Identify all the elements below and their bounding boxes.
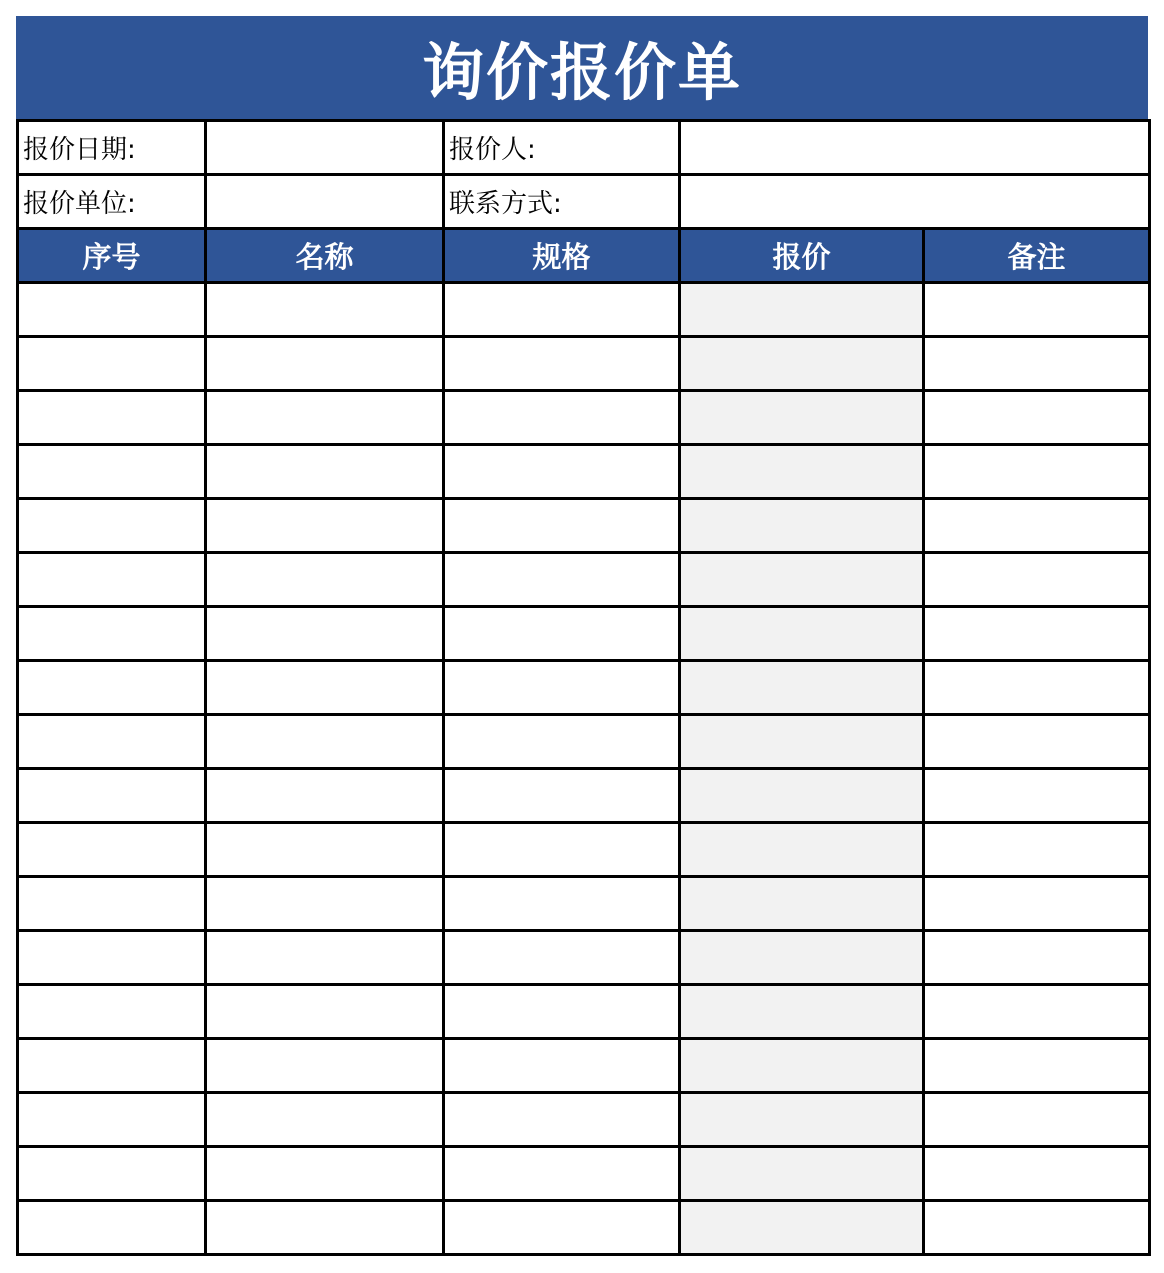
index-cell[interactable]: [18, 877, 206, 931]
price-cell[interactable]: [680, 877, 924, 931]
spec-cell[interactable]: [444, 553, 680, 607]
table-row: [18, 931, 1150, 985]
remark-cell[interactable]: [924, 985, 1150, 1039]
remark-cell[interactable]: [924, 931, 1150, 985]
quotation-sheet: [16, 16, 1148, 1256]
price-cell[interactable]: [680, 1201, 924, 1255]
spec-cell[interactable]: [444, 1039, 680, 1093]
spec-cell[interactable]: [444, 445, 680, 499]
price-cell[interactable]: [680, 337, 924, 391]
remark-cell[interactable]: [924, 499, 1150, 553]
index-cell[interactable]: [18, 1147, 206, 1201]
price-cell[interactable]: [680, 391, 924, 445]
spec-cell[interactable]: [444, 337, 680, 391]
quote-unit-field[interactable]: [206, 175, 444, 229]
index-cell[interactable]: [18, 1201, 206, 1255]
index-cell[interactable]: [18, 283, 206, 337]
table-row: [18, 391, 1150, 445]
name-cell[interactable]: [206, 607, 444, 661]
price-cell[interactable]: [680, 823, 924, 877]
table-row: [18, 283, 1150, 337]
price-cell[interactable]: [680, 985, 924, 1039]
quoter-label: 报价人:: [444, 121, 680, 175]
spec-cell[interactable]: [444, 1147, 680, 1201]
table-row: [18, 1201, 1150, 1255]
table-row: [18, 985, 1150, 1039]
price-cell[interactable]: [680, 607, 924, 661]
table-row: [18, 715, 1150, 769]
spec-cell[interactable]: [444, 715, 680, 769]
remark-cell[interactable]: [924, 823, 1150, 877]
name-cell[interactable]: [206, 1093, 444, 1147]
remark-cell[interactable]: [924, 1147, 1150, 1201]
name-cell[interactable]: [206, 1147, 444, 1201]
spec-cell[interactable]: [444, 391, 680, 445]
name-cell[interactable]: [206, 985, 444, 1039]
name-cell[interactable]: [206, 823, 444, 877]
remark-cell[interactable]: [924, 553, 1150, 607]
info-row-unit: [18, 175, 1150, 229]
remark-cell[interactable]: [924, 607, 1150, 661]
price-cell[interactable]: [680, 499, 924, 553]
remark-cell[interactable]: [924, 877, 1150, 931]
table-row: [18, 445, 1150, 499]
contact-label: 联系方式:: [444, 175, 680, 229]
table-row: [18, 553, 1150, 607]
name-cell[interactable]: [206, 1201, 444, 1255]
table-row: [18, 337, 1150, 391]
quote-unit-label: 报价单位:: [18, 175, 206, 229]
remark-cell[interactable]: [924, 661, 1150, 715]
table-row: [18, 1147, 1150, 1201]
index-cell[interactable]: [18, 769, 206, 823]
index-cell[interactable]: [18, 1039, 206, 1093]
remark-cell[interactable]: [924, 715, 1150, 769]
price-cell[interactable]: [680, 661, 924, 715]
index-cell[interactable]: [18, 337, 206, 391]
remark-cell[interactable]: [924, 769, 1150, 823]
spec-cell[interactable]: [444, 931, 680, 985]
price-cell[interactable]: [680, 715, 924, 769]
price-cell[interactable]: [680, 769, 924, 823]
remark-cell[interactable]: [924, 445, 1150, 499]
spec-cell[interactable]: [444, 877, 680, 931]
index-cell[interactable]: [18, 445, 206, 499]
table-row: [18, 823, 1150, 877]
index-cell[interactable]: [18, 553, 206, 607]
table-row: [18, 661, 1150, 715]
quote-date-field[interactable]: [206, 121, 444, 175]
table-row: [18, 877, 1150, 931]
price-cell[interactable]: [680, 1147, 924, 1201]
price-cell[interactable]: [680, 553, 924, 607]
name-cell[interactable]: [206, 553, 444, 607]
index-cell[interactable]: [18, 823, 206, 877]
table-row: [18, 607, 1150, 661]
index-cell[interactable]: [18, 391, 206, 445]
remark-cell[interactable]: [924, 1093, 1150, 1147]
index-cell[interactable]: [18, 661, 206, 715]
quote-date-label: 报价日期:: [18, 121, 206, 175]
name-cell[interactable]: [206, 391, 444, 445]
spec-cell[interactable]: [444, 661, 680, 715]
name-cell[interactable]: [206, 337, 444, 391]
column-header-index: 序号: [18, 229, 206, 283]
spec-cell[interactable]: [444, 985, 680, 1039]
index-cell[interactable]: [18, 607, 206, 661]
index-cell[interactable]: [18, 499, 206, 553]
column-header-row: [18, 229, 1150, 283]
name-cell[interactable]: [206, 283, 444, 337]
name-cell[interactable]: [206, 769, 444, 823]
table-row: [18, 769, 1150, 823]
table-row: [18, 1093, 1150, 1147]
price-cell[interactable]: [680, 1039, 924, 1093]
name-cell[interactable]: [206, 715, 444, 769]
table-row: [18, 499, 1150, 553]
info-row-date: [18, 121, 1150, 175]
remark-cell[interactable]: [924, 391, 1150, 445]
quotation-table: [16, 119, 1151, 1256]
remark-cell[interactable]: [924, 1039, 1150, 1093]
spec-cell[interactable]: [444, 769, 680, 823]
remark-cell[interactable]: [924, 283, 1150, 337]
table-row: [18, 1039, 1150, 1093]
index-cell[interactable]: [18, 715, 206, 769]
column-header-price: 报价: [680, 229, 924, 283]
price-cell[interactable]: [680, 283, 924, 337]
name-cell[interactable]: [206, 931, 444, 985]
name-cell[interactable]: [206, 1039, 444, 1093]
contact-field[interactable]: [680, 175, 1150, 229]
remark-cell[interactable]: [924, 1201, 1150, 1255]
column-header-name: 名称: [206, 229, 444, 283]
column-header-remark: 备注: [924, 229, 1150, 283]
spec-cell[interactable]: [444, 1093, 680, 1147]
index-cell[interactable]: [18, 931, 206, 985]
spec-cell[interactable]: [444, 607, 680, 661]
spec-cell[interactable]: [444, 283, 680, 337]
index-cell[interactable]: [18, 985, 206, 1039]
sheet-title: 询价报价单: [16, 16, 1148, 119]
name-cell[interactable]: [206, 499, 444, 553]
name-cell[interactable]: [206, 877, 444, 931]
price-cell[interactable]: [680, 445, 924, 499]
price-cell[interactable]: [680, 1093, 924, 1147]
spec-cell[interactable]: [444, 1201, 680, 1255]
quoter-field[interactable]: [680, 121, 1150, 175]
column-header-spec: 规格: [444, 229, 680, 283]
spec-cell[interactable]: [444, 823, 680, 877]
name-cell[interactable]: [206, 661, 444, 715]
remark-cell[interactable]: [924, 337, 1150, 391]
price-cell[interactable]: [680, 931, 924, 985]
index-cell[interactable]: [18, 1093, 206, 1147]
spec-cell[interactable]: [444, 499, 680, 553]
name-cell[interactable]: [206, 445, 444, 499]
